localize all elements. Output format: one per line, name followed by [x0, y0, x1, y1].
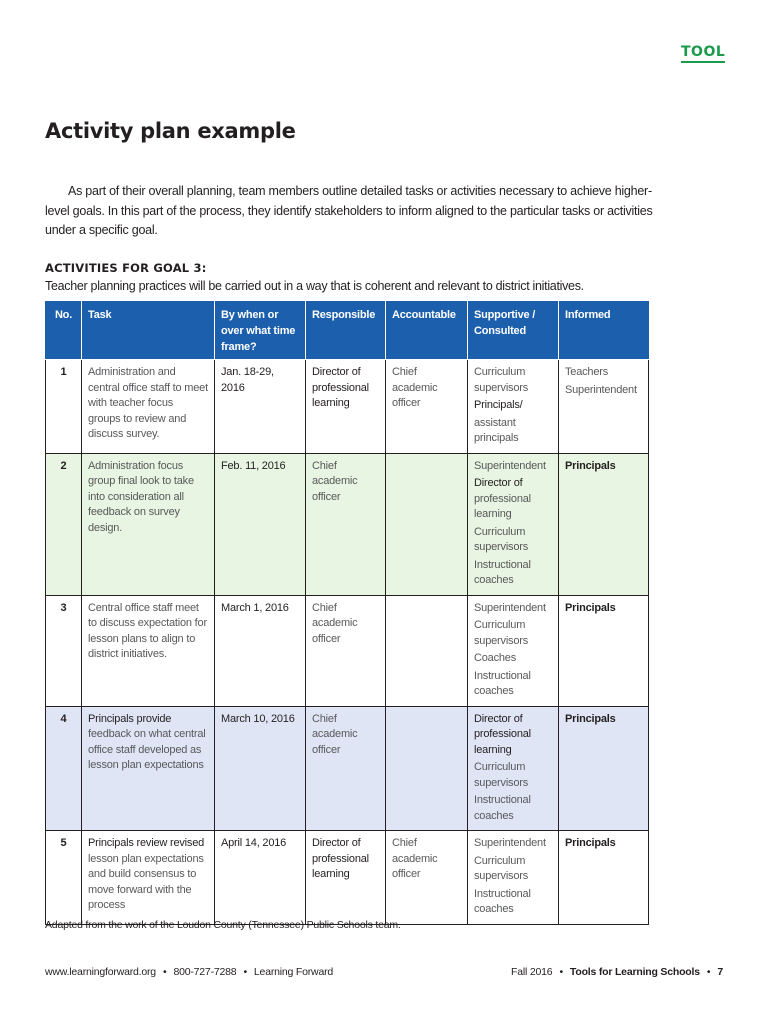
supportive-entry: Director of professional learning: [474, 712, 531, 756]
header-informed: Informed: [559, 302, 649, 360]
supportive-entry: Curriculum supervisors: [474, 619, 529, 647]
timeframe-cell: March 10, 2016: [215, 706, 306, 831]
header-supportive: Supportive / Consulted: [468, 302, 559, 360]
timeframe-cell: Jan. 18-29, 2016: [215, 360, 306, 454]
footer-phone: 800-727-7288: [173, 966, 237, 978]
footer-separator: •: [243, 966, 247, 978]
timeframe-cell: April 14, 2016: [215, 831, 306, 925]
timeframe-cell: March 1, 2016: [215, 595, 306, 706]
informed-entry: Principals: [565, 712, 616, 725]
timeframe-cell: Feb. 11, 2016: [215, 453, 306, 595]
intro-paragraph: As part of their overall planning, team members outline detailed tasks or activities necessary to achieve higher-level goals. In this part of the process, they identify stakeholders to inform aligned to the particular tasks or activities under a specific goal.: [45, 184, 653, 237]
tool-label: TOOL: [681, 44, 725, 63]
informed-entry: Teachers: [565, 366, 609, 378]
accountable-cell: [386, 595, 468, 706]
row-number: 1: [46, 360, 82, 454]
task-cell: [82, 706, 215, 831]
informed-cell: [559, 360, 649, 454]
supportive-cell: [468, 706, 559, 831]
supportive-entry: Director of: [474, 477, 523, 489]
task-cell: [82, 831, 215, 925]
page-number: 7: [717, 966, 723, 978]
informed-entry: Superintendent: [565, 383, 637, 396]
supportive-cell: [468, 595, 559, 706]
footer-separator: •: [706, 966, 711, 978]
table-row: [46, 595, 649, 706]
task-cell: Central office staff meet to discuss expectation for lesson plans to align to district initiatives.: [82, 595, 215, 706]
informed-entry: Principals: [565, 459, 616, 472]
responsible-cell: Chief academic officer: [306, 453, 386, 595]
informed-cell: [559, 706, 649, 831]
header-task: Task: [82, 302, 215, 360]
footer-issue: Fall 2016: [511, 966, 553, 978]
accountable-cell: [386, 706, 468, 831]
goal-description: Teacher planning practices will be carried out in a way that is coherent and relevant to district initiatives.: [45, 279, 584, 293]
footer-separator: •: [162, 966, 167, 978]
task-cell: Administration and central office staff to meet with teacher focus groups to review and discuss survey.: [82, 360, 215, 454]
supportive-entry: Principals/: [474, 399, 523, 411]
header-accountable: Accountable: [386, 302, 468, 360]
task-cell: Administration focus group final look to take into consideration all feedback on survey design.: [82, 453, 215, 595]
supportive-entry: Curriculum supervisors: [474, 525, 529, 553]
supportive-entry: Curriculum supervisors: [474, 854, 529, 882]
supportive-entry: assistant principals: [474, 416, 519, 444]
footer-left: [45, 966, 333, 978]
table-row: [46, 831, 649, 925]
row-number: 5: [46, 831, 82, 925]
supportive-entry: professional learning: [474, 492, 531, 520]
goal-heading: ACTIVITIES FOR GOAL 3:: [45, 261, 207, 275]
supportive-cell: [468, 453, 559, 595]
activity-table: [45, 301, 649, 925]
supportive-cell: [468, 831, 559, 925]
supportive-entry: Coaches: [474, 652, 517, 664]
task-rest-text: lesson plan expectations and build consensus to move forward with the process: [88, 852, 204, 911]
responsible-cell: Director of professional learning: [306, 360, 386, 454]
footer-right: [511, 966, 723, 978]
footer-publication: Tools for Learning Schools: [569, 966, 700, 978]
supportive-entry: Instructional coaches: [474, 794, 531, 822]
supportive-entry: Superintendent: [474, 601, 546, 614]
supportive-entry: Curriculum supervisors: [474, 366, 529, 394]
accountable-cell: Chief academic officer: [386, 831, 468, 925]
responsible-cell: Director of professional learning: [306, 831, 386, 925]
informed-entry: Principals: [565, 837, 616, 849]
table-header-row: [46, 302, 649, 360]
task-lead-text: Principals review revised: [88, 837, 205, 849]
responsible-cell: Chief academic officer: [306, 595, 386, 706]
footer-website-link[interactable]: www.learningforward.org: [45, 966, 156, 978]
supportive-entry: Instructional coaches: [474, 669, 531, 697]
supportive-entry: Superintendent: [474, 459, 546, 472]
supportive-entry: Superintendent: [474, 837, 546, 849]
supportive-entry: Instructional coaches: [474, 558, 531, 586]
row-number: 4: [46, 706, 82, 831]
header-timeframe: By when or over what time frame?: [215, 302, 306, 360]
supportive-entry: Instructional coaches: [474, 887, 531, 915]
header-no: No.: [46, 302, 82, 360]
supportive-cell: [468, 360, 559, 454]
table-row: [46, 453, 649, 595]
responsible-cell: Chief academic officer: [306, 706, 386, 831]
informed-cell: [559, 831, 649, 925]
header-responsible: Responsible: [306, 302, 386, 360]
informed-entry: Principals: [565, 601, 616, 614]
row-number: 2: [46, 453, 82, 595]
table-caption: Adapted from the work of the Loudon County (Tennessee) Public Schools team.: [45, 919, 401, 931]
footer-separator: •: [559, 966, 563, 978]
accountable-cell: Chief academic officer: [386, 360, 468, 454]
task-rest-text: feedback on what central office staff developed as lesson plan expectations: [88, 728, 206, 771]
footer-org: Learning Forward: [253, 966, 334, 978]
table-row: [46, 360, 649, 454]
informed-cell: [559, 453, 649, 595]
accountable-cell: [386, 453, 468, 595]
informed-cell: [559, 595, 649, 706]
page-title: Activity plan example: [45, 119, 296, 143]
task-lead-text: Principals provide: [88, 712, 172, 725]
supportive-entry: Curriculum supervisors: [474, 761, 529, 789]
table-row: [46, 706, 649, 831]
row-number: 3: [46, 595, 82, 706]
